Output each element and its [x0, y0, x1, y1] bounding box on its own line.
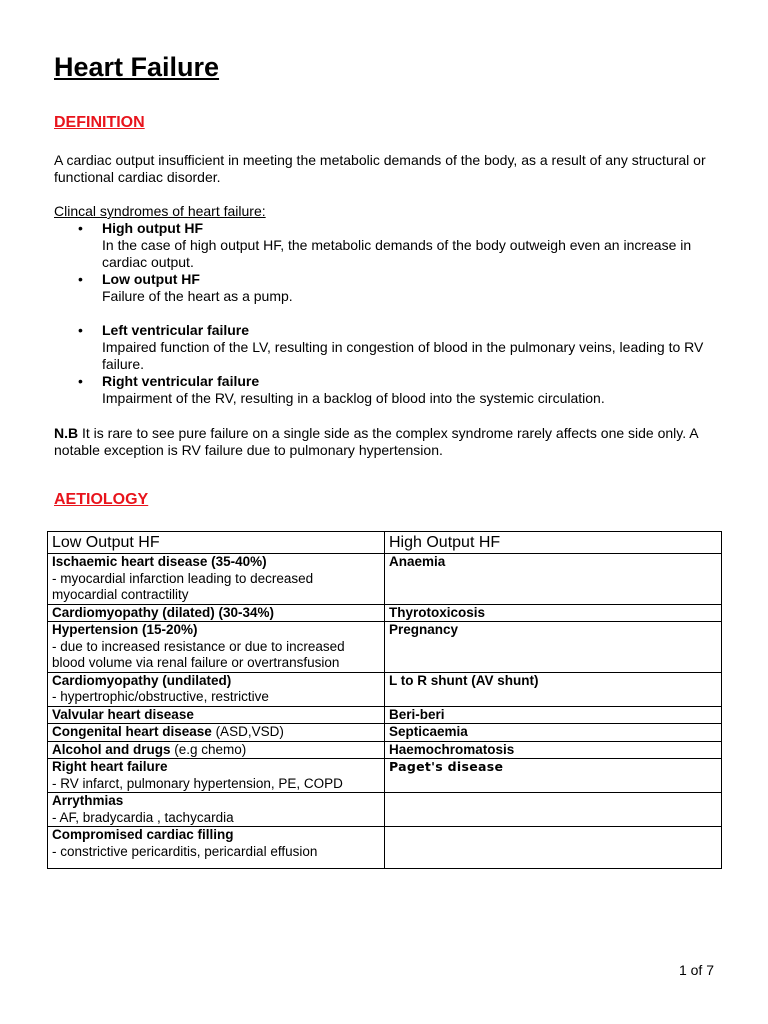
nb-label: N.B	[54, 425, 79, 441]
list-item	[54, 373, 734, 407]
syndrome-term: • High output HF	[102, 220, 204, 236]
low-output-cell	[48, 554, 385, 605]
table-row	[48, 793, 722, 827]
cause-name: Hypertension (15-20%)	[52, 622, 198, 637]
cause-name: Arrythmias	[52, 793, 124, 808]
aetiology-heading: AETIOLOGY	[54, 491, 149, 508]
cause-name: Valvular heart disease	[52, 706, 194, 722]
syndrome-term: • Low output HF	[102, 271, 200, 287]
low-output-cell	[48, 759, 385, 793]
low-output-cell	[48, 622, 385, 673]
cause-name: Compromised cardiac filling	[52, 827, 234, 842]
syndrome-desc: Impaired function of the LV, resulting in congestion of blood in the pulmonary veins, leading to RV failure.	[102, 339, 704, 372]
high-output-cell: Pregnancy	[385, 622, 722, 673]
high-output-cell: Paget's disease	[385, 759, 722, 793]
table-row	[48, 604, 722, 622]
syndrome-desc: Failure of the heart as a pump.	[102, 288, 293, 304]
table-row	[48, 622, 722, 673]
high-output-cell: L to R shunt (AV shunt)	[385, 672, 722, 706]
cause-name: Cardiomyopathy (dilated) (30-34%)	[52, 604, 275, 620]
table-header-row	[48, 532, 722, 554]
cause-name: Right heart failure	[52, 759, 168, 774]
syndromes-list	[54, 220, 734, 407]
syndromes-label: Clincal syndromes of heart failure:	[54, 203, 266, 219]
cause-name: Congenital heart disease	[52, 724, 212, 739]
high-output-cell	[385, 793, 722, 827]
syndrome-desc: Impairment of the RV, resulting in a backlog of blood into the systemic circulation.	[102, 390, 605, 406]
high-output-cell: Thyrotoxicosis	[385, 604, 722, 622]
low-output-cell	[48, 724, 385, 742]
cause-detail: - AF, bradycardia , tachycardia	[52, 809, 234, 825]
table-row	[48, 672, 722, 706]
low-output-cell	[48, 827, 385, 869]
cause-detail: - RV infarct, pulmonary hypertension, PE, COPD	[52, 775, 343, 791]
syndrome-term: • Right ventricular failure	[102, 373, 260, 389]
table-row	[48, 759, 722, 793]
high-output-cell: Haemochromatosis	[385, 741, 722, 759]
syndrome-desc: In the case of high output HF, the metabolic demands of the body outweigh even an increase in cardiac output.	[102, 237, 692, 270]
aetiology-table	[47, 531, 722, 869]
cause-note: (e.g chemo)	[170, 741, 247, 757]
cause-name: Ischaemic heart disease (35-40%)	[52, 554, 267, 569]
page-title: Heart Failure	[54, 52, 220, 82]
definition-heading: DEFINITION	[54, 114, 145, 131]
column-header-high: High Output HF	[385, 532, 722, 554]
table-row	[48, 554, 722, 605]
table-row	[48, 827, 722, 869]
nb-note	[54, 425, 734, 459]
cause-name: Alcohol and drugs	[52, 741, 171, 757]
table-row	[48, 741, 722, 759]
syndrome-term: • Left ventricular failure	[102, 322, 250, 338]
page-number: 1 of 7	[678, 962, 714, 978]
cause-detail: - myocardial infarction leading to decreased myocardial contractility	[52, 570, 314, 602]
definition-text: A cardiac output insufficient in meeting the metabolic demands of the body, as a result of any structural or functional cardiac disorder.	[54, 152, 706, 185]
cause-detail: - hypertrophic/obstructive, restrictive	[52, 689, 269, 704]
low-output-cell	[48, 793, 385, 827]
list-item	[54, 271, 734, 305]
nb-text: It is rare to see pure failure on a single side as the complex syndrome rarely affects one side only. A notable exception is RV failure due to pulmonary hypertension.	[54, 425, 698, 458]
low-output-cell	[48, 672, 385, 706]
cause-detail: - due to increased resistance or due to increased blood volume via renal failure or overtransfusion	[52, 638, 345, 670]
list-item	[54, 322, 734, 373]
low-output-cell	[48, 706, 385, 724]
cause-note: (ASD,VSD)	[211, 724, 284, 739]
low-output-cell	[48, 741, 385, 759]
high-output-cell: Beri-beri	[385, 706, 722, 724]
high-output-cell: Anaemia	[385, 554, 722, 605]
column-header-low: Low Output HF	[48, 532, 385, 554]
table-row	[48, 706, 722, 724]
list-item	[54, 220, 734, 271]
low-output-cell	[48, 604, 385, 622]
table-row	[48, 724, 722, 742]
high-output-cell	[385, 827, 722, 869]
cause-detail: - constrictive pericarditis, pericardial effusion	[52, 843, 318, 859]
cause-name: Cardiomyopathy (undilated)	[52, 672, 232, 688]
high-output-cell: Septicaemia	[385, 724, 722, 742]
